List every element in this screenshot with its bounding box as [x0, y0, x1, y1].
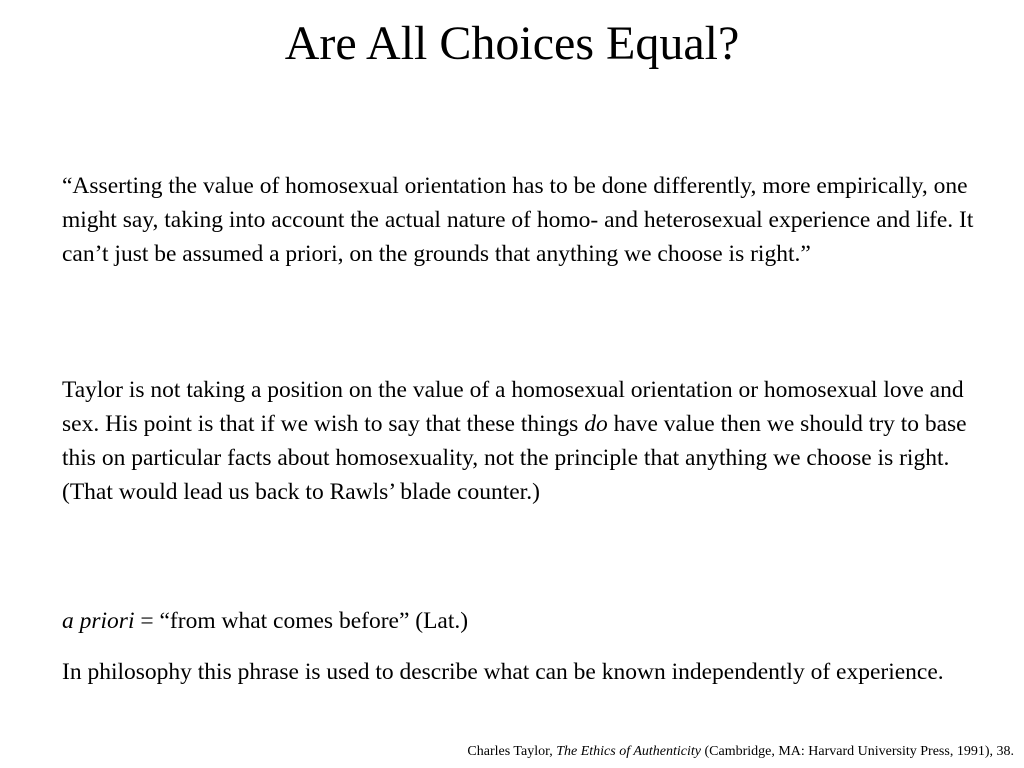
taylor-paragraph	[62, 373, 982, 509]
slide-title: Are All Choices Equal?	[284, 17, 740, 70]
taylor-emphasis: do	[584, 411, 608, 437]
footnote-author: Charles Taylor,	[467, 744, 557, 759]
apriori-meaning: = “from what comes before” (Lat.)	[134, 608, 469, 634]
philosophy-note: In philosophy this phrase is used to describe what can be known independently of experience.	[62, 659, 944, 685]
apriori-term: a priori	[62, 608, 135, 634]
apriori-definition	[62, 604, 982, 638]
quote-paragraph: “Asserting the value of homosexual orientation has to be done differently, more empirically, one might say, taking into account the actual nature of homo- and heterosexual experience and life. It can’t just be assumed a priori, on the grounds that anything we choose is right.”	[62, 173, 974, 267]
citation-footnote	[467, 742, 1014, 762]
taylor-text-part1: Taylor is not taking a position on the value of a homosexual orientation or homosexual love and sex. His point is that if we wish to say that these things	[62, 377, 964, 437]
taylor-text-part2: have value then we should try to base this on particular facts about homosexuality, not the principle that anything we choose is right. (That would lead us back to Rawls’ blade counter.)	[62, 411, 967, 505]
footnote-publication: (Cambridge, MA: Harvard University Press, 1991), 38.	[700, 744, 1014, 759]
footnote-book-title: The Ethics of Authenticity	[556, 744, 701, 759]
